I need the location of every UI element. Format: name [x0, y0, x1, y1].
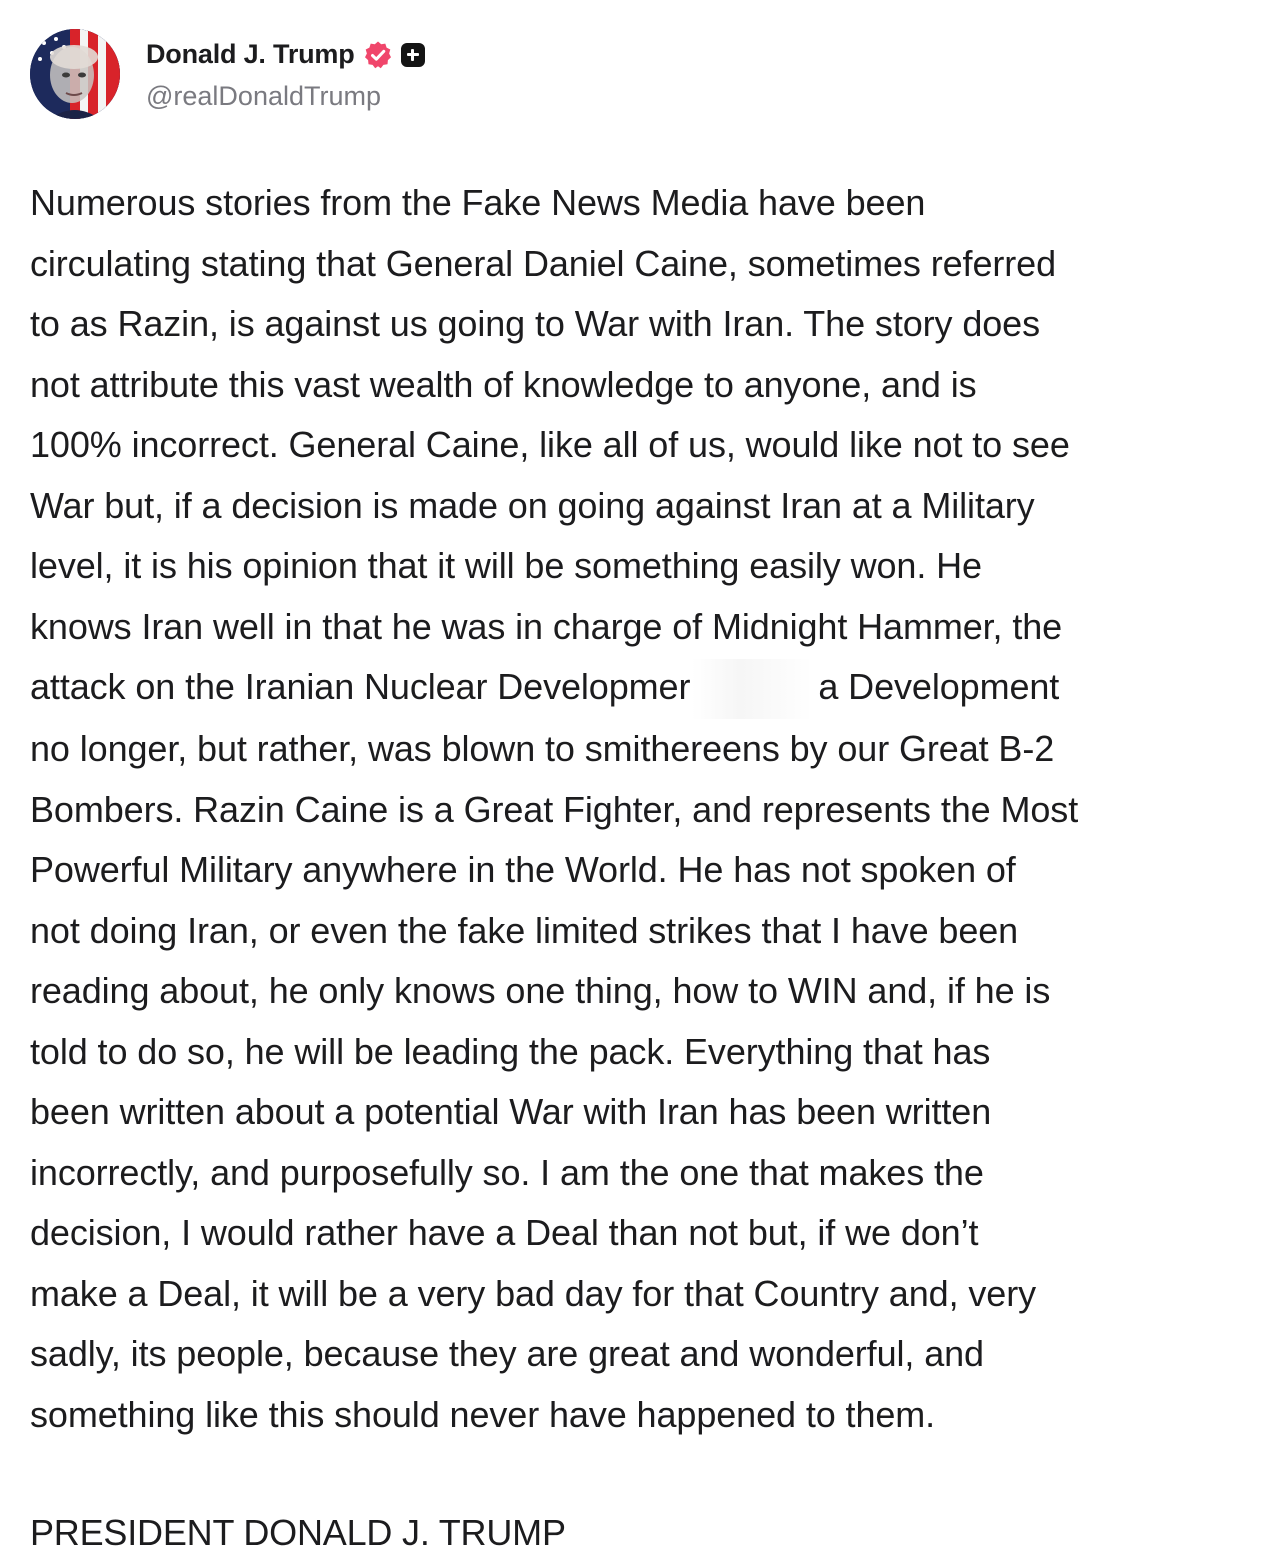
avatar[interactable] — [30, 29, 120, 119]
post-line: been written about a potential War with Iran has been written — [30, 1091, 992, 1133]
post-line: reading about, he only knows one thing, how to WIN and, if he is — [30, 970, 1051, 1012]
post-line: circulating stating that General Daniel Caine, sometimes referred — [30, 242, 1056, 284]
avatar-portrait-flag-icon — [30, 29, 120, 119]
post-signature: PRESIDENT DONALD J. TRUMP — [30, 1512, 566, 1553]
redacted-line-after: a Development — [818, 666, 1060, 707]
redacted-line-before: attack on the Iranian Nuclear Developmer — [30, 666, 691, 707]
post-line: Powerful Military anywhere in the World. He has not spoken of — [30, 849, 1016, 891]
post-line: make a Deal, it will be a very bad day for that Country and, very — [30, 1272, 1036, 1314]
display-name[interactable]: Donald J. Trump — [146, 39, 355, 69]
post-body — [30, 173, 1245, 1445]
verified-badge-icon — [363, 40, 393, 70]
author-handle[interactable]: @realDonaldTrump — [146, 80, 381, 111]
post-line: told to do so, he will be leading the pack. Everything that has — [30, 1030, 991, 1072]
post-line: something like this should never have happened to them. — [30, 1393, 936, 1435]
post-line: 100% incorrect. General Caine, like all of us, would like not to see — [30, 424, 1070, 465]
post-line: to as Razin, is against us going to War with Iran. The story does — [30, 303, 1040, 344]
post-line: incorrectly, and purposefully so. I am the one that makes the — [30, 1151, 984, 1193]
post-line: War but, if a decision is made on going against Iran at a Military — [30, 484, 1035, 526]
post-line: decision, I would rather have a Deal than not but, if we don’t — [30, 1212, 979, 1254]
post-line: no longer, but rather, was blown to smithereens by our Great B-2 — [30, 728, 1055, 770]
post-header — [30, 28, 425, 120]
plus-badge-icon — [401, 43, 425, 67]
post-line-redacted — [30, 657, 1245, 719]
post-line: not doing Iran, or even the fake limited strikes that I have been — [30, 909, 1019, 951]
author-identity — [146, 35, 425, 112]
post-line: Bombers. Razin Caine is a Great Fighter, and represents the Most — [30, 788, 1079, 830]
redaction-smudge — [692, 659, 812, 719]
post-line: knows Iran well in that he was in charge of Midnight Hammer, the — [30, 605, 1063, 647]
post-line: Numerous stories from the Fake News Media have been — [30, 182, 926, 223]
post-line: not attribute this vast wealth of knowledge to anyone, and is — [30, 363, 977, 405]
name-row — [146, 35, 425, 75]
post-line: sadly, its people, because they are great and wonderful, and — [30, 1333, 984, 1375]
post-line: level, it is his opinion that it will be something easily won. He — [30, 545, 982, 586]
